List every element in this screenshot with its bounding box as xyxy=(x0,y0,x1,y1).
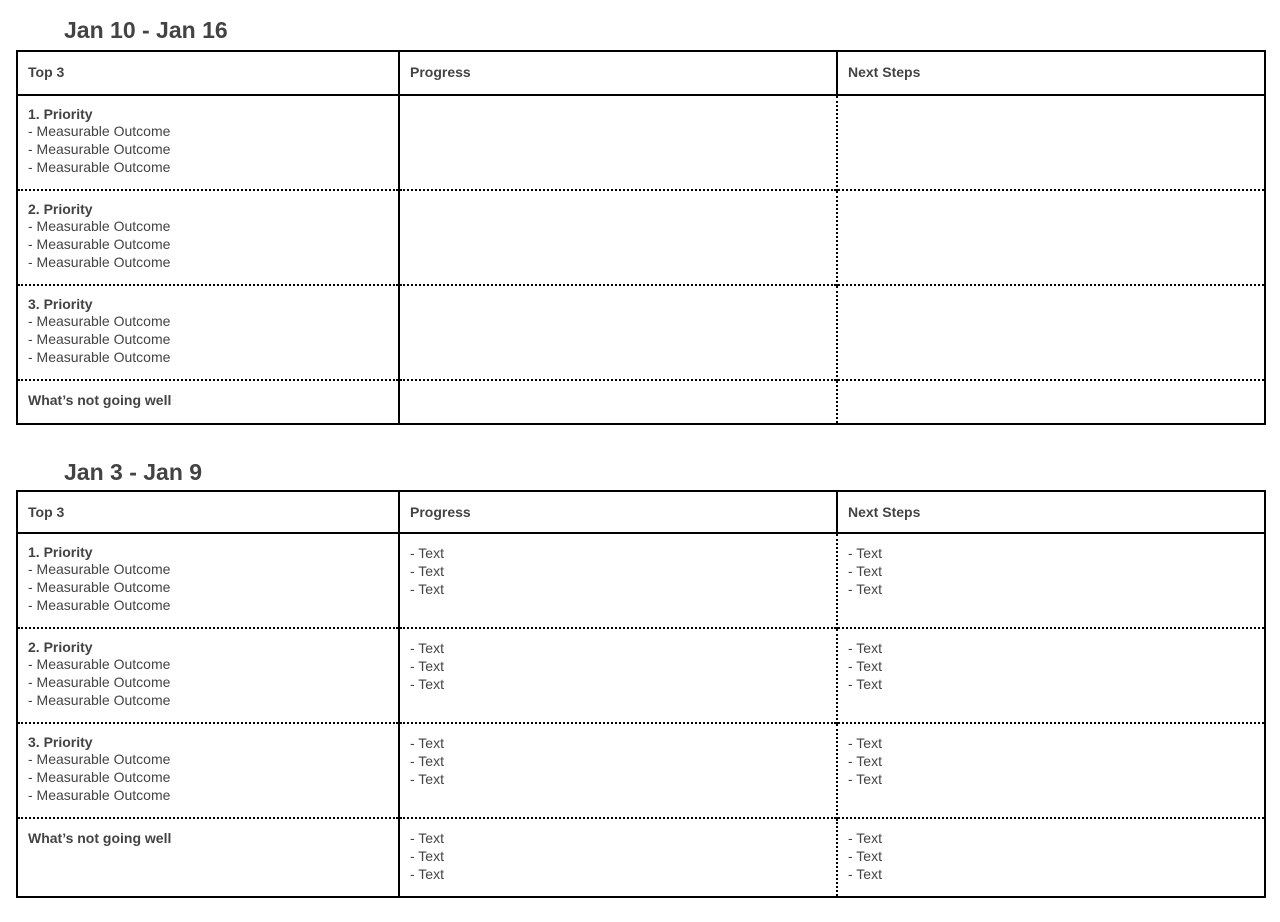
priority-title: 2. Priority xyxy=(28,201,93,217)
progress-text: - Text xyxy=(410,658,444,674)
measurable-outcome: - Measurable Outcome xyxy=(28,349,171,365)
header-row xyxy=(17,491,1265,533)
next-steps-cell[interactable] xyxy=(837,628,1265,723)
week-title[interactable]: Jan 3 - Jan 9 xyxy=(64,459,203,485)
priority-title: 3. Priority xyxy=(28,296,93,312)
priority-cell[interactable] xyxy=(17,723,399,818)
progress-text: - Text xyxy=(410,771,444,787)
week-title[interactable]: Jan 10 - Jan 16 xyxy=(64,17,228,43)
priority-cell[interactable] xyxy=(17,533,399,628)
priority-row xyxy=(17,723,1265,818)
priority-row xyxy=(17,628,1265,723)
progress-text: - Text xyxy=(410,581,444,597)
not-going-well-row xyxy=(17,380,1265,424)
next-steps-cell[interactable] xyxy=(837,723,1265,818)
progress-cell[interactable] xyxy=(399,533,837,628)
progress-cell[interactable] xyxy=(399,95,837,190)
next-steps-cell[interactable] xyxy=(837,95,1265,190)
priority-cell[interactable] xyxy=(17,285,399,380)
priority-title: 1. Priority xyxy=(28,544,93,560)
progress-cell[interactable] xyxy=(399,818,837,897)
not-going-well-label: What’s not going well xyxy=(28,392,172,408)
next-steps-cell[interactable] xyxy=(837,285,1265,380)
measurable-outcome: - Measurable Outcome xyxy=(28,674,171,690)
measurable-outcome: - Measurable Outcome xyxy=(28,254,171,270)
progress-cell[interactable] xyxy=(399,380,837,424)
next-steps-cell[interactable] xyxy=(837,818,1265,897)
measurable-outcome: - Measurable Outcome xyxy=(28,692,171,708)
progress-text: - Text xyxy=(410,866,444,882)
header-top-3[interactable]: Top 3 xyxy=(17,491,399,533)
next-step-text: - Text xyxy=(848,581,882,597)
next-steps-cell[interactable] xyxy=(837,190,1265,285)
priority-cell[interactable] xyxy=(17,190,399,285)
measurable-outcome: - Measurable Outcome xyxy=(28,769,171,785)
next-step-text: - Text xyxy=(848,563,882,579)
measurable-outcome: - Measurable Outcome xyxy=(28,656,171,672)
progress-text: - Text xyxy=(410,640,444,656)
not-going-well-label: What’s not going well xyxy=(28,830,172,846)
progress-cell[interactable] xyxy=(399,628,837,723)
priority-title: 2. Priority xyxy=(28,639,93,655)
next-step-text: - Text xyxy=(848,866,882,882)
not-going-well-cell[interactable] xyxy=(17,818,399,897)
measurable-outcome: - Measurable Outcome xyxy=(28,787,171,803)
priority-title: 1. Priority xyxy=(28,106,93,122)
priority-row xyxy=(17,533,1265,628)
measurable-outcome: - Measurable Outcome xyxy=(28,123,171,139)
priority-row xyxy=(17,190,1265,285)
priority-row xyxy=(17,95,1265,190)
progress-text: - Text xyxy=(410,848,444,864)
next-steps-cell[interactable] xyxy=(837,380,1265,424)
progress-text: - Text xyxy=(410,735,444,751)
measurable-outcome: - Measurable Outcome xyxy=(28,561,171,577)
priority-row xyxy=(17,285,1265,380)
measurable-outcome: - Measurable Outcome xyxy=(28,313,171,329)
header-progress[interactable]: Progress xyxy=(399,491,837,533)
progress-cell[interactable] xyxy=(399,285,837,380)
measurable-outcome: - Measurable Outcome xyxy=(28,159,171,175)
header-progress[interactable]: Progress xyxy=(399,51,837,95)
priority-cell[interactable] xyxy=(17,95,399,190)
next-step-text: - Text xyxy=(848,753,882,769)
header-next-steps[interactable]: Next Steps xyxy=(837,51,1265,95)
progress-text: - Text xyxy=(410,753,444,769)
header-next-steps[interactable]: Next Steps xyxy=(837,491,1265,533)
measurable-outcome: - Measurable Outcome xyxy=(28,218,171,234)
next-steps-cell[interactable] xyxy=(837,533,1265,628)
header-row xyxy=(17,51,1265,95)
measurable-outcome: - Measurable Outcome xyxy=(28,331,171,347)
next-step-text: - Text xyxy=(848,676,882,692)
progress-cell[interactable] xyxy=(399,190,837,285)
measurable-outcome: - Measurable Outcome xyxy=(28,141,171,157)
next-step-text: - Text xyxy=(848,848,882,864)
next-step-text: - Text xyxy=(848,545,882,561)
priority-cell[interactable] xyxy=(17,628,399,723)
measurable-outcome: - Measurable Outcome xyxy=(28,751,171,767)
next-step-text: - Text xyxy=(848,771,882,787)
progress-text: - Text xyxy=(410,676,444,692)
weekly-plan-table xyxy=(16,50,1266,425)
progress-cell[interactable] xyxy=(399,723,837,818)
not-going-well-row xyxy=(17,818,1265,897)
not-going-well-cell[interactable] xyxy=(17,380,399,424)
weekly-plan-table xyxy=(16,490,1266,898)
next-step-text: - Text xyxy=(848,735,882,751)
progress-text: - Text xyxy=(410,830,444,846)
next-step-text: - Text xyxy=(848,658,882,674)
measurable-outcome: - Measurable Outcome xyxy=(28,236,171,252)
next-step-text: - Text xyxy=(848,830,882,846)
progress-text: - Text xyxy=(410,563,444,579)
next-step-text: - Text xyxy=(848,640,882,656)
measurable-outcome: - Measurable Outcome xyxy=(28,579,171,595)
header-top-3[interactable]: Top 3 xyxy=(17,51,399,95)
measurable-outcome: - Measurable Outcome xyxy=(28,597,171,613)
progress-text: - Text xyxy=(410,545,444,561)
priority-title: 3. Priority xyxy=(28,734,93,750)
